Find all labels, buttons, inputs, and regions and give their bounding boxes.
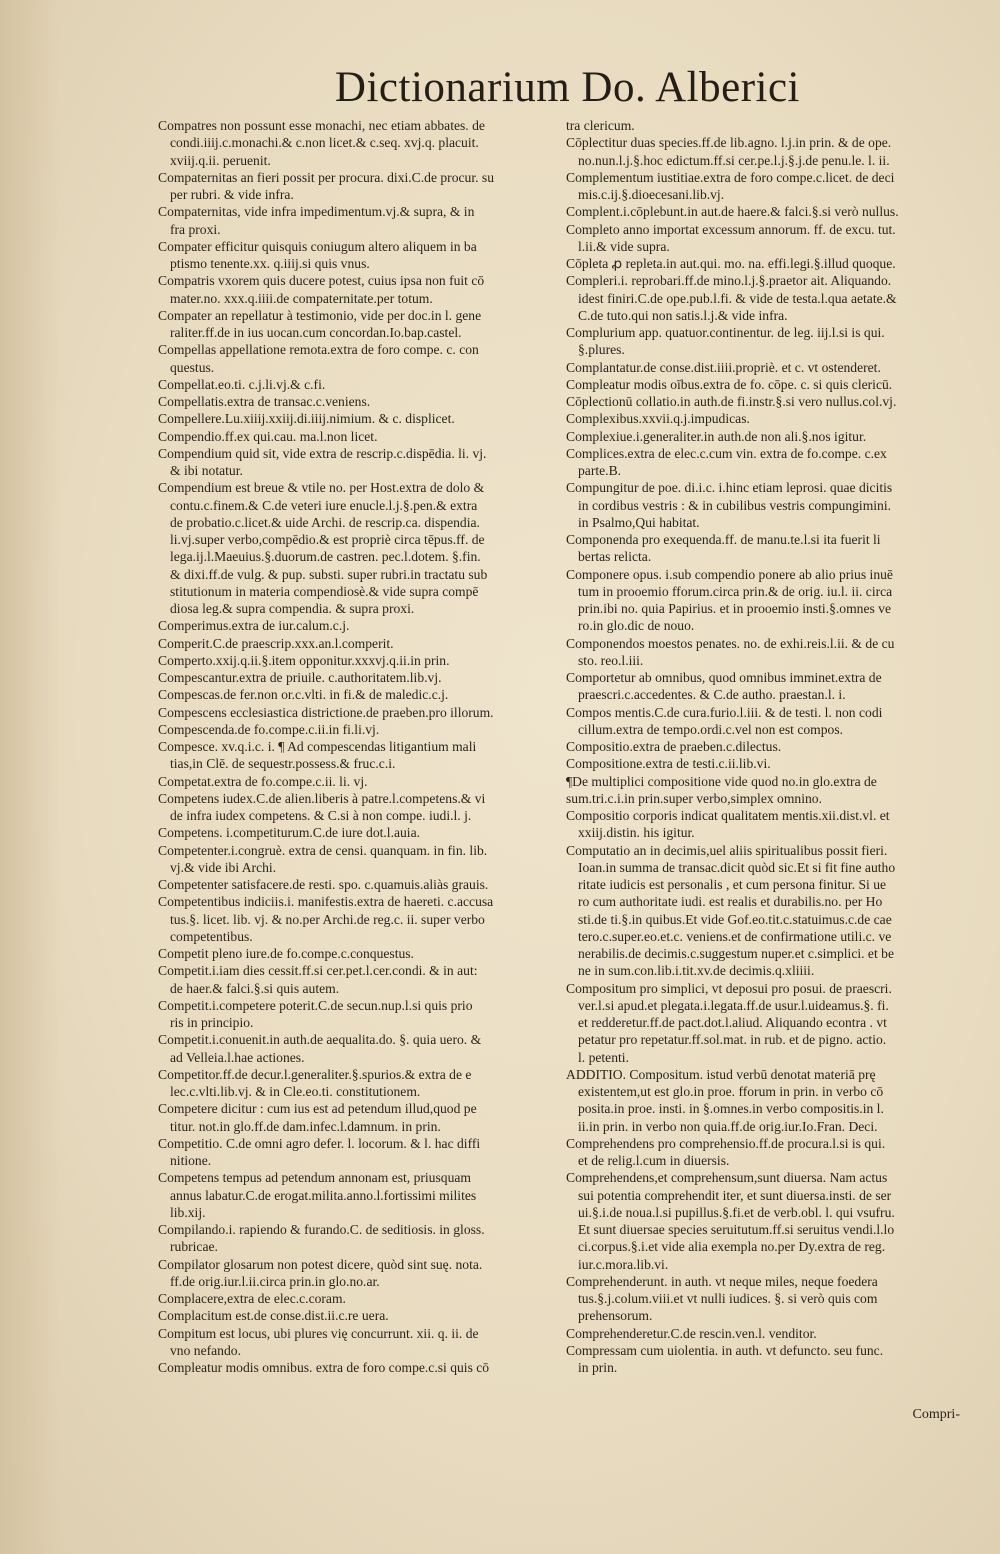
dictionary-entry: Compos mentis.C.de cura.furio.l.iii. & de testi. l. non codi cillum.extra de tempo.ordi.c.vel non est compos.: [566, 704, 883, 737]
dictionary-entry: Compitum est locus, ubi plures vię concurrunt. xii. q. ii. de vno nefando.: [158, 1325, 479, 1358]
dictionary-entry: Componere opus. i.sub compendio ponere ab alio prius inuē tum in prooemio fforum.circa prin.& de orig. iu.l. ii. circa prin.ibi no. quia Papirius. et in prooemio insti.§.omnes ve ro.in glo.dic de nouo.: [566, 566, 893, 634]
dictionary-entry: Complantatur.de conse.dist.iiii.propriè. et c. vt ostenderet.: [566, 359, 881, 375]
dictionary-entry: Compositum pro simplici, vt deposui pro posui. de praescri. ver.l.si apud.et plegata.i.legata.ff.de usur.l.uideamus.§. fi. et redderetur.ff.de pact.dot.l.aliud. Aliquando econtra . vt petatur pro repetatur.ff.sol.mat. in rub. et de pigno. actio. l. petenti.: [566, 980, 892, 1065]
dictionary-entry: Comportetur ab omnibus, quod omnibus imminet.extra de praescri.c.accedentes. & C.de autho. praestan.l. i.: [566, 670, 882, 703]
page-title: Dictionarium Do. Alberici: [334, 64, 800, 111]
dictionary-entry: Competenter satisfacere.de resti. spo. c.quamuis.aliàs grauis.: [158, 877, 489, 892]
dictionary-entry: Compescens ecclesiastica districtione.de praeben.pro illorum.: [158, 704, 494, 720]
dictionary-entry: ¶De multiplici compositione vide quod no.in glo.extra de sum.tri.c.i.in prin.super verbo,simplex omnino.: [566, 773, 877, 806]
dictionary-entry: Comperimus.extra de iur.calum.c.j.: [158, 618, 350, 634]
dictionary-entry: Compaternitas an fieri possit per procura. dixi.C.de procur. su per rubri. & vide infra.: [158, 169, 494, 202]
dictionary-entry: Compatris vxorem quis ducere potest, cuius ipsa non fuit cō mater.no. xxx.q.iiii.de compaternitate.per totum.: [158, 273, 485, 306]
dictionary-entry: Compatres non possunt esse monachi, nec etiam abbates. de condi.iiij.c.monachi.& c.non licet.& c.seq. xvj.q. placuit. xviij.q.ii. peruenit.: [158, 118, 485, 168]
dictionary-entry: Competit pleno iure.de fo.compe.c.conquestus.: [158, 946, 414, 961]
dictionary-entry: Compescenda.de fo.compe.c.ii.in fi.li.vj.: [158, 721, 380, 737]
dictionary-entry: Compaternitas, vide infra impedimentum.vj.& supra, & in fra proxi.: [158, 204, 475, 237]
dictionary-entry: Complexiue.i.generaliter.in auth.de non ali.§.nos igitur.: [566, 428, 867, 444]
dictionary-entry: Completo anno importat excessum annorum. ff. de excu. tut. l.ii.& vide supra.: [566, 221, 896, 254]
dictionary-entry: Compescas.de fer.non or.c.vlti. in fi.& de maledic.c.j.: [158, 687, 449, 703]
dictionary-entry: Cōplectitur duas species.ff.de lib.agno. l.j.in prin. & de ope. no.nun.l.j.§.hoc edictum.ff.si cer.pe.l.j.§.j.de penu.le. l. ii.: [566, 135, 892, 168]
dictionary-entry: Compellat.eo.ti. c.j.li.vj.& c.fi.: [158, 376, 326, 392]
dictionary-entry: Cōpleta ꝓ repleta.in aut.qui. mo. na. effi.legi.§.illud quoque.: [566, 256, 896, 271]
dictionary-entry: Competens tempus ad petendum annonam est, priusquam annus labatur.C.de erogat.milita.anno.l.fortissimi milites lib.xij.: [158, 1170, 477, 1220]
dictionary-entry: Complent.i.cōplebunt.in aut.de haere.& falci.§.si verò nullus.: [566, 204, 899, 220]
dictionary-entry: Cōplectionū collatio.in auth.de fi.instr.§.si vero nullus.col.vj.: [566, 394, 897, 409]
dictionary-entry: Comperit.C.de praescrip.xxx.an.l.comperit.: [158, 635, 394, 651]
dictionary-entry: Compater an repellatur à testimonio, vide per doc.in l. gene raliter.ff.de in ius uocan.cum concordan.Io.bap.castel.: [158, 307, 482, 340]
dictionary-entry: Competit.i.conuenit.in auth.de aequalita.do. §. quia uero. & ad Velleia.l.hae actiones.: [158, 1032, 482, 1065]
dictionary-entry: Compleatur modis oībus.extra de fo. cōpe. c. si quis clericū.: [566, 376, 893, 392]
dictionary-entry: Compleri.i. reprobari.ff.de mino.l.j.§.praetor ait. Aliquando. idest finiri.C.de ope.pub.l.fi. & vide de testa.l.qua aetate.& C.de tuto.qui non satis.l.j.& vide infra.: [566, 273, 897, 323]
dictionary-entry: Comprehenderunt. in auth. vt neque miles, neque foedera tus.§.j.colum.viii.et vt nulli iudices. §. si verò quis com prehensorum.: [566, 1273, 878, 1324]
dictionary-entry: Competenter.i.congruè. extra de censi. quanquam. in fin. lib. vj.& vide ibi Archi.: [158, 842, 488, 875]
dictionary-entry: tra clericum.: [566, 118, 635, 133]
right-column: [566, 117, 964, 1376]
dictionary-entry: Competere dicitur : cum ius est ad petendum illud,quod pe titur. not.in glo.ff.de dam.infec.l.damnum. in prin.: [158, 1101, 477, 1134]
dictionary-entry: Complementum iustitiae.extra de foro compe.c.licet. de deci mis.c.ij.§.dioecesani.lib.vj.: [566, 169, 895, 202]
dictionary-entry: Compositione.extra de testi.c.ii.lib.vi.: [566, 756, 771, 772]
dictionary-entry: Competitor.ff.de decur.l.generaliter.§.spurios.& extra de e lec.c.vlti.lib.vj. & in Cle.eo.ti. constitutionem.: [158, 1066, 472, 1099]
dictionary-entry: Compendium quid sit, vide extra de rescrip.c.dispēdia. li. vj. & ibi notatur.: [158, 445, 487, 478]
dictionary-entry: Compleatur modis omnibus. extra de foro compe.c.si quis cō: [158, 1360, 490, 1375]
catchword: Compri-: [912, 1407, 960, 1422]
dictionary-entry: ADDITIO. Compositum. istud verbū denotat materiā prę existentem,ut est glo.in proe. fforum in prin. in verbo cō posita.in proe. insti. in §.omnes.in verbo compositis.in l. ii.in prin. in verbo non quia.ff.de orig.iur.Io.Fran. Deci.: [566, 1066, 884, 1134]
left-column: [158, 117, 562, 1376]
dictionary-entry: Compendio.ff.ex qui.cau. ma.l.non licet.: [158, 428, 378, 444]
dictionary-entry: Complurium app. quatuor.continentur. de leg. iij.l.si is qui. §.plures.: [566, 325, 885, 358]
dictionary-entry: Computatio an in decimis,uel aliis spiritualibus possit fieri. Ioan.in summa de transac.dicit quòd sic.Et si fit fine autho ritate iudicis est personalis , et cum persona finitur. Si ue ro cum authoritate iudi. est realis et durabilis.no. per Ho sti.de ti.§.in quibus.Et vide Gof.eo.tit.c.statuimus.c.de cae tero.c.super.eo.et.c. veniens.et de confirmatione utili.c. ve nerabilis.de decimis.c.suggestum nuper.et c.simplici. et be ne in sum.con.lib.i.tit.xv.de decimis.q.xliiii.: [566, 842, 896, 979]
dictionary-entry: Competentibus indiciis.i. manifestis.extra de haereti. c.accusa tus.§. licet. lib. vj. & no.per Archi.de reg.c. ii. super verbo competentibus.: [158, 894, 494, 944]
dictionary-entry: Compungitur de poe. di.i.c. i.hinc etiam leprosi. quae dicitis in cordibus vestris : & in cubilibus vestris compungimini. in Psalmo,Qui habitat.: [566, 480, 893, 530]
dictionary-entry: Comprehendens pro comprehensio.ff.de procura.l.si is qui. et de relig.l.cum in diuersis.: [566, 1135, 886, 1168]
dictionary-entry: Compater efficitur quisquis coniugum altero aliquem in ba ptismo tenente.xx. q.iiij.si quis vnus.: [158, 238, 477, 271]
dictionary-entry: Competit.i.iam dies cessit.ff.si cer.pet.l.cer.condi. & in aut: de haer.& falci.§.si quis autem.: [158, 963, 478, 996]
dictionary-entry: Competens. i.competiturum.C.de iure dot.l.auia.: [158, 825, 421, 841]
dictionary-entry: Comperto.xxij.q.ii.§.item opponitur.xxxvj.q.ii.in prin.: [158, 652, 450, 668]
dictionary-entry: Competat.extra de fo.compe.c.ii. li. vj.: [158, 773, 368, 789]
dictionary-entry: Competitio. C.de omni agro defer. l. locorum. & l. hac diffi nitione.: [158, 1135, 481, 1168]
dictionary-entry: Complacitum est.de conse.dist.ii.c.re uera.: [158, 1308, 389, 1324]
dictionary-entry: Compendium est breue & vtile no. per Host.extra de dolo & contu.c.finem.& C.de veteri iure enucle.l.j.§.pen.& extra de probatio.c.licet.& uide Archi. de rescrip.ca. dispendia. li.vj.super verbo,compēdio.& est propriè circa tēpus.ff. de lega.ij.l.Maeuius.§.duorum.de castren. pec.l.dotem. §.fin. & dixi.ff.de vulg. & pup. substi. super rubri.in tractatu sub stitutionum in materia compendiosè.& vide supra compē diosa leg.& supra compendia. & supra proxi.: [158, 480, 488, 616]
dictionary-entry: Compilando.i. rapiendo & furando.C. de seditiosis. in gloss. rubricae.: [158, 1222, 485, 1255]
dictionary-entry: Compellas appellatione remota.extra de foro compe. c. con questus.: [158, 342, 479, 375]
dictionary-entry: Compellatis.extra de transac.c.veniens.: [158, 394, 371, 409]
dictionary-entry: Compressam cum uiolentia. in auth. vt defuncto. seu func. in prin.: [566, 1342, 884, 1375]
dictionary-entry: Complexibus.xxvii.q.j.impudicas.: [566, 411, 750, 427]
dictionary-entry: Compositio.extra de praeben.c.dilectus.: [566, 739, 782, 754]
dictionary-entry: Competit.i.competere poterit.C.de secun.nup.l.si quis prio ris in principio.: [158, 997, 473, 1030]
dictionary-entry: Complices.extra de elec.c.cum vin. extra de fo.compe. c.ex parte.B.: [566, 445, 887, 478]
dictionary-entry: Compescantur.extra de priuile. c.authoritatem.lib.vj.: [158, 670, 442, 685]
dictionary-entry: Componendos moestos penates. no. de exhi.reis.l.ii. & de cu sto. reo.l.iii.: [566, 635, 895, 668]
page-gutter-shadow: [0, 0, 60, 1554]
dictionary-entry: Complacere,extra de elec.c.coram.: [158, 1291, 346, 1306]
dictionary-entry: Compilator glosarum non potest dicere, quòd sint suę. nota. ff.de orig.iur.l.ii.circa prin.in glo.no.ar.: [158, 1256, 483, 1289]
dictionary-entry: Compositio corporis indicat qualitatem mentis.xii.dist.vl. et xxiij.distin. his igitur.: [566, 808, 890, 841]
dictionary-entry: Compesce. xv.q.i.c. i. ¶ Ad compescendas litigantium mali tias,in Clē. de sequestr.possess.& fruc.c.i.: [158, 739, 477, 772]
dictionary-entry: Comprehendens,et comprehensum,sunt diuersa. Nam actus sui potentia comprehendit iter, et sunt diuersa.insti. de ser ui.§.i.de noua.l.si pupillus.§.fi.et de verb.obl. l. qui vsufru. Et sunt diuersae species seruitutum.ff.si seruitus vendi.l.lo ci.corpus.§.i.et vide alia exempla no.per Dy.extra de reg. iur.c.mora.lib.vi.: [566, 1170, 895, 1272]
dictionary-entry: Componenda pro exequenda.ff. de manu.te.l.si ita fuerit li bertas relicta.: [566, 532, 881, 565]
dictionary-entry: Comprehenderetur.C.de rescin.ven.l. venditor.: [566, 1325, 817, 1341]
dictionary-entry: Competens iudex.C.de alien.liberis à patre.l.competens.& vi de infra iudex competens. & C.si à non compe. iudi.l. j.: [158, 790, 486, 823]
dictionary-entry: Compellere.Lu.xiiij.xxiij.di.iiij.nimium. & c. displicet.: [158, 411, 455, 427]
